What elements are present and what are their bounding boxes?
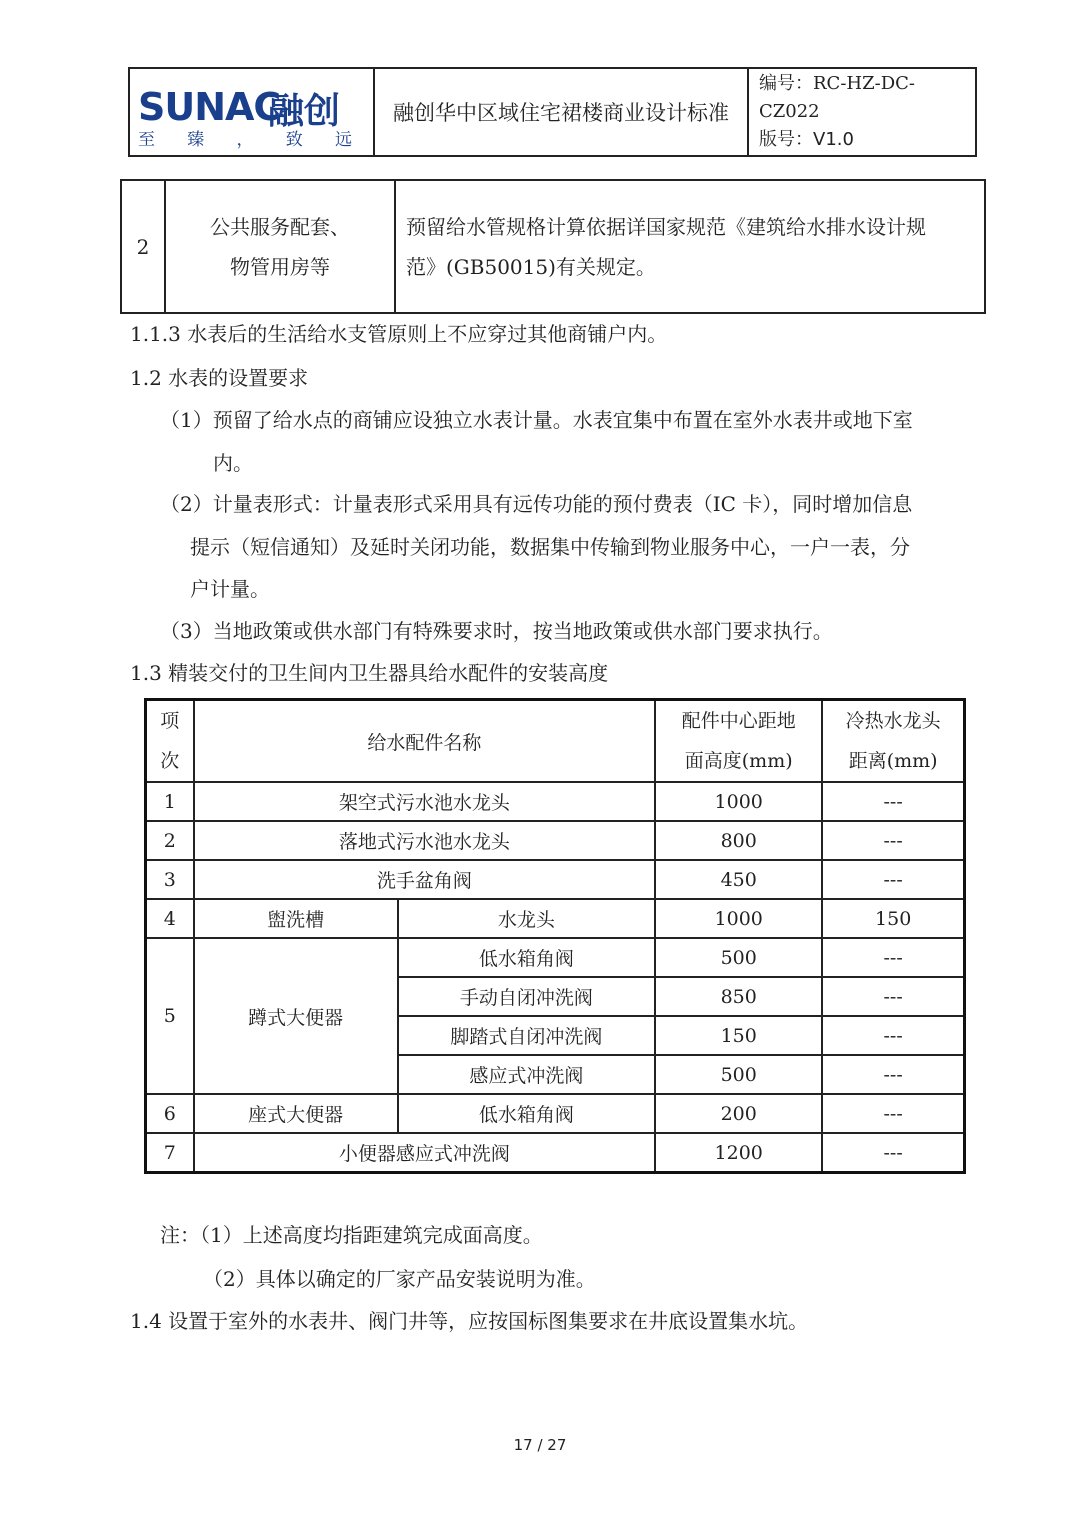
table-cell-item: 公共服务配套、 物管用房等 [165,180,395,313]
document-version: 版号：V1.0 [759,129,854,150]
table-row: 3 洗手盆角阀 450 --- [146,860,965,899]
continued-table [120,179,986,314]
paragraph-1-2-2-cont2: 户计量。 [190,577,270,601]
table-cell-no: 2 [121,180,165,313]
table-header-row [146,700,965,783]
paragraph-1-1-3: 1.1.3 水表后的生活给水支管原则上不应穿过其他商铺户内。 [130,322,668,346]
logo-brand: SUNAC [138,85,281,129]
section-heading-1-3: 1.3 精装交付的卫生间内卫生器具给水配件的安装高度 [130,661,609,685]
table-row: 1 架空式污水池水龙头 1000 --- [146,782,965,821]
table-row: 4 盥洗槽 水龙头 1000 150 [146,899,965,938]
header-height: 配件中心距地 面高度(mm) [655,700,822,783]
header-fitting-name: 给水配件名称 [194,700,656,783]
paragraph-1-2-1-cont: 内。 [213,451,253,475]
table-row: 5 蹲式大便器 低水箱角阀 500 --- [146,938,965,977]
note-1: 注：（1）上述高度均指距建筑完成面高度。 [160,1223,543,1247]
table-row: 脚踏式自闭冲洗阀 150 --- [146,1016,965,1055]
page-number: 17 / 27 [513,1436,567,1454]
header-item-no: 项 次 [146,700,194,783]
header-distance: 冷热水龙头 距离(mm) [822,700,964,783]
table-row: 2 落地式污水池水龙头 800 --- [146,821,965,860]
document-header [128,67,977,157]
document-code-cell [748,68,976,156]
logo-slogan: 至 臻 ， 致 远 [138,130,352,150]
table-row: 手动自闭冲洗阀 850 --- [146,977,965,1016]
document-title: 融创华中区域住宅裙楼商业设计标准 [374,68,748,156]
table-row: 7 小便器感应式冲洗阀 1200 --- [146,1133,965,1173]
paragraph-1-4: 1.4 设置于室外的水表井、阀门井等，应按国标图集要求在井底设置集水坑。 [130,1309,809,1333]
fitting-height-table [144,698,966,1174]
logo-chinese: 融创 [268,91,341,132]
section-heading-1-2: 1.2 水表的设置要求 [130,366,309,390]
paragraph-1-2-1: （1）预留了给水点的商铺应设独立水表计量。水表宜集中布置在室外水表井或地下室 [160,408,913,432]
table-cell-description: 预留给水管规格计算依据详国家规范《建筑给水排水设计规 范》(GB50015)有关规定。 [395,180,985,313]
paragraph-1-2-2: （2）计量表形式：计量表形式采用具有远传功能的预付费表（IC 卡），同时增加信息 [160,492,913,516]
table-row: 感应式冲洗阀 500 --- [146,1055,965,1094]
paragraph-1-2-3: （3）当地政策或供水部门有特殊要求时，按当地政策或供水部门要求执行。 [160,619,833,643]
table-row: 6 座式大便器 低水箱角阀 200 --- [146,1094,965,1133]
company-logo [129,68,374,156]
paragraph-1-2-2-cont: 提示（短信通知）及延时关闭功能，数据集中传输到物业服务中心，一户一表，分 [190,535,910,559]
document-code: 编号：RC-HZ-DC-CZ022 [759,73,915,122]
note-2: （2）具体以确定的厂家产品安装说明为准。 [203,1267,596,1291]
